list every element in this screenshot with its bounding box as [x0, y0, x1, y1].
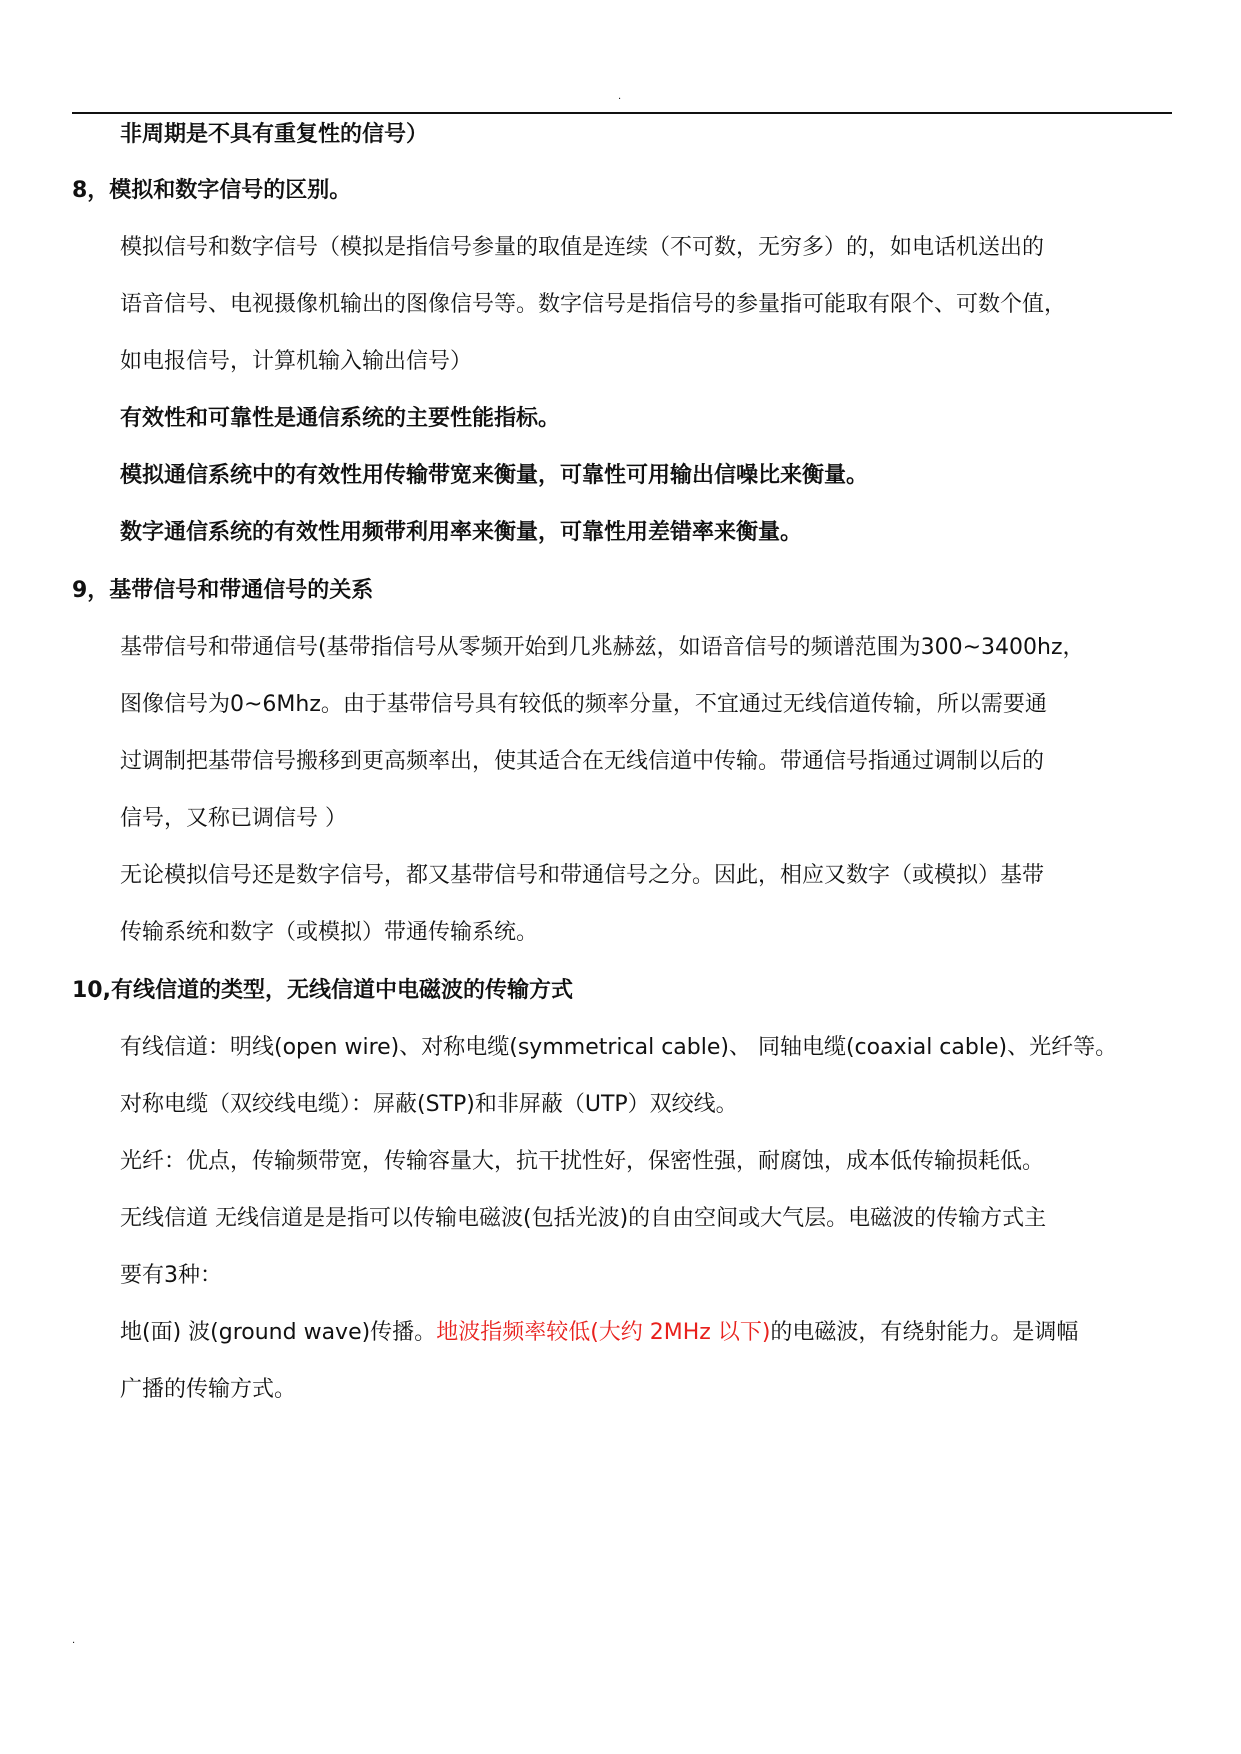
section-heading-8: 8，模拟和数字信号的区别。	[72, 178, 352, 203]
text-line-bold: 数字通信系统的有效性用频带利用率来衡量，可靠性用差错率来衡量。	[120, 520, 803, 545]
section-heading-10: 10,有线信道的类型，无线信道中电磁波的传输方式	[72, 978, 573, 1003]
header-rule	[72, 112, 1172, 114]
text-line: 光纤：优点，传输频带宽，传输容量大，抗干扰性好，保密性强，耐腐蚀，成本低传输损耗低。	[120, 1149, 1045, 1174]
section-heading-9: 9，基带信号和带通信号的关系	[72, 578, 374, 603]
text-line: 信号，又称已调信号 ）	[120, 806, 347, 831]
text-line: 图像信号为0~6Mhz。由于基带信号具有较低的频率分量，不宜通过无线信道传输，所以需要通	[120, 692, 1047, 717]
text-line: 基带信号和带通信号(基带指信号从零频开始到几兆赫兹，如语音信号的频谱范围为300~3400hz，	[120, 635, 1085, 660]
text-line: 对称电缆（双绞线电缆）：屏蔽(STP)和非屏蔽（UTP）双绞线。	[120, 1092, 738, 1117]
ground-wave-highlight: 地波指频率较低(大约 2MHz 以下)	[436, 1320, 771, 1345]
text-line: 有线信道：明线(open wire)、对称电缆(symmetrical cable)、 同轴电缆(coaxial cable)、光纤等。	[120, 1035, 1118, 1060]
text-line: 语音信号、电视摄像机输出的图像信号等。数字信号是指信号的参量指可能取有限个、可数个值，	[120, 292, 1067, 317]
text-line: 广播的传输方式。	[120, 1377, 297, 1402]
text-line-bold: 有效性和可靠性是通信系统的主要性能指标。	[120, 406, 561, 431]
footer-mark: .	[72, 1635, 76, 1646]
text-line: 过调制把基带信号搬移到更高频率出，使其适合在无线信道中传输。带通信号指通过调制以后的	[120, 749, 1045, 774]
ground-wave-text-end: 的电磁波，有绕射能力。是调幅	[770, 1320, 1079, 1345]
text-line: 模拟信号和数字信号（模拟是指信号参量的取值是连续（不可数，无穷多）的，如电话机送出的	[120, 235, 1045, 260]
header-mark: .	[618, 91, 622, 102]
ground-wave-text: 地(面) 波(ground wave)传播。	[120, 1320, 437, 1345]
text-line: 如电报信号，计算机输入输出信号）	[120, 349, 473, 374]
text-line: 非周期是不具有重复性的信号）	[120, 122, 429, 147]
text-line: 无线信道 无线信道是是指可以传输电磁波(包括光波)的自由空间或大气层。电磁波的传输方式主	[120, 1206, 1047, 1231]
text-line: 要有3种：	[120, 1263, 222, 1288]
text-line: 传输系统和数字（或模拟）带通传输系统。	[120, 920, 539, 945]
ground-wave-line	[120, 1318, 1078, 1348]
text-line-bold: 模拟通信系统中的有效性用传输带宽来衡量，可靠性可用输出信噪比来衡量。	[120, 463, 869, 488]
text-line: 无论模拟信号还是数字信号，都又基带信号和带通信号之分。因此，相应又数字（或模拟）基带	[120, 863, 1045, 888]
